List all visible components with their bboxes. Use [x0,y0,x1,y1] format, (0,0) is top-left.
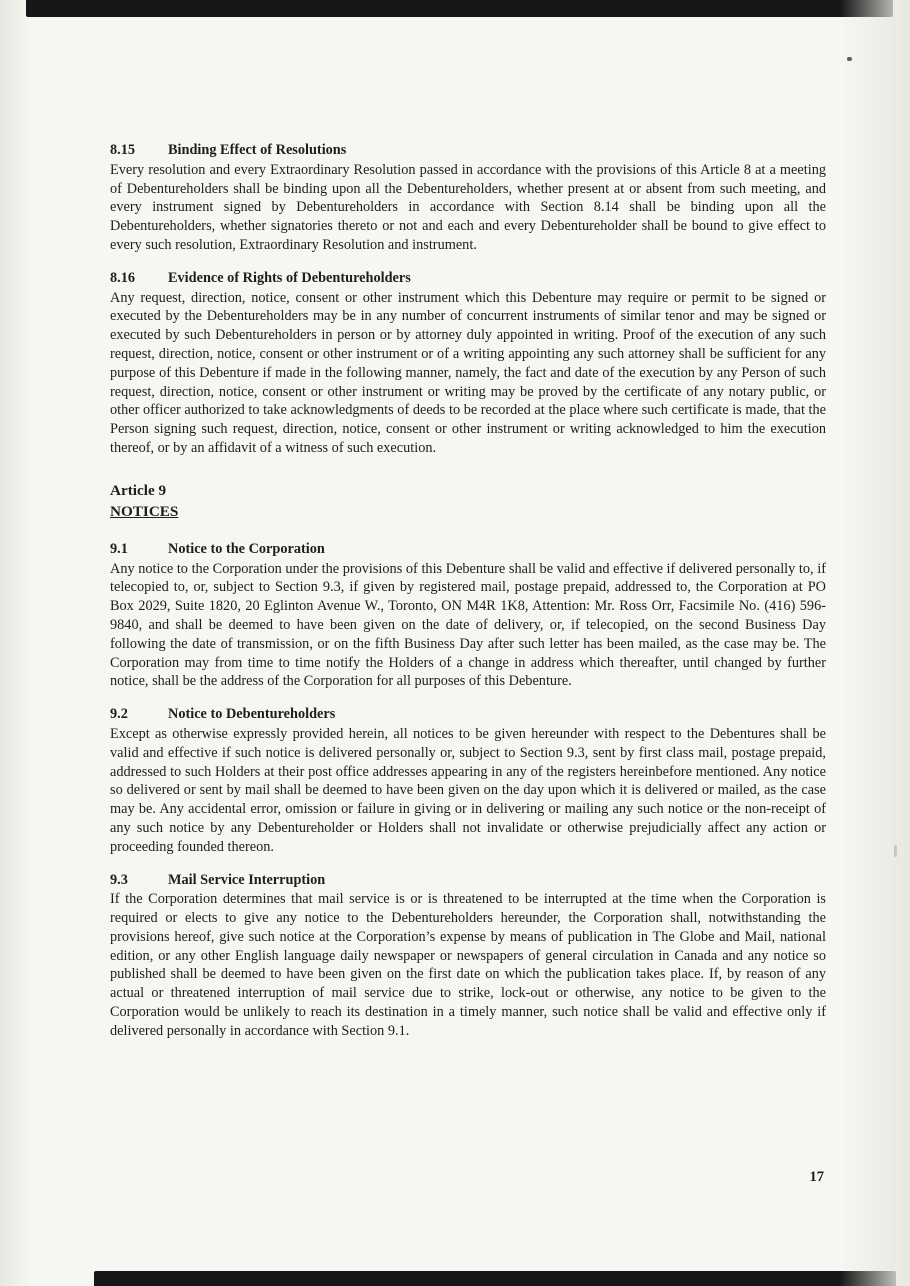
section-number: 9.1 [110,540,128,557]
section-heading [110,705,826,724]
section-title: Binding Effect of Resolutions [168,142,347,158]
section-heading [110,871,826,890]
section-heading [110,269,826,288]
document-content [110,141,826,1055]
section-body: Except as otherwise expressly provided herein, all notices to be given hereunder with respect to the Debentures shall be valid and effective if such notice is delivered personally or, subject to Section 9.3, sent by first class mail, postage prepaid, addressed to such Holders at their post office addresses appearing in any of the registers hereinbefore mentioned. Any notice so delivered or sent by mail shall be deemed to have been given on the day upon which it is delivered or mailed, as the case may be. Any accidental error, omission or failure in giving or in delivering or mailing any such notice or the non-receipt of any such notice by any Debentureholder or Holders shall not invalidate or otherwise prejudicially affect any action or proceeding founded thereon. [110,725,826,855]
section-title: Evidence of Rights of Debentureholders [168,269,411,286]
section-title: Mail Service Interruption [168,871,326,888]
section-heading [110,141,826,160]
section-title: Notice to the Corporation [168,540,325,557]
section-9-3 [110,871,826,1041]
section-9-1 [110,540,826,691]
section-8-15 [110,141,826,255]
section-body: Any notice to the Corporation under the provisions of this Debenture shall be valid and effective if delivered personally to, if telecopied to, or, subject to Section 9.3, if given by registered mail, postage prepaid, addressed to, the Corporation at PO Box 2029, Suite 1820, 20 Eglinton Avenue W., Toronto, ON M4R 1K8, Attention: Mr. Ross Orr, Facsimile No. (416) 596-9840, and shall be deemed to have been given on the date of delivery, or, if telecopied, on the second Business Day following the date of transmission, or on the fifth Business Day after such letter has been mailed, as the case may be. The Corporation may from time to time notify the Holders of a change in address which thereafter, until changed by further notice, shall be the address of the Corporation for all purposes of this Debenture. [110,560,826,690]
section-body: If the Corporation determines that mail service is or is threatened to be interrupted at the time when the Corporation is required or elects to give any notice to the Debentureholders hereunder, the Corporation shall, notwithstanding the provisions hereof, give such notice at the Corporation’s expense by means of publication in The Globe and Mail, national edition, or any other English language daily newspaper or newspapers of general circulation in Canada and any notice so published shall be deemed to have been given on the first date on which the publication takes place. If, by reason of any actual or threatened interruption of mail service due to strike, lock-out or otherwise, any notice to be given to the Corporation would be unlikely to reach its destination in a timely manner, such notice shall be valid and effective only if delivered personally in accordance with Section 9.1. [110,891,826,1039]
section-number: 8.15 [110,142,136,158]
section-8-16 [110,269,826,458]
scan-speck [847,57,852,61]
scan-speck [894,845,897,857]
scan-artifact-top-bar [26,0,893,17]
article-9-heading [110,480,826,522]
article-title: NOTICES [110,502,179,520]
section-9-2 [110,705,826,856]
scan-artifact-bottom-bar [94,1271,896,1286]
section-title: Notice to Debentureholders [168,706,336,723]
section-body: Any request, direction, notice, consent or other instrument which this Debenture may require or permit to be signed or executed by the Debentureholders may be in any number of concurrent instruments of similar tenor and may be signed or executed by such Debentureholders in person or by attorney duly appointed in writing. Proof of the execution of any such request, direction, notice, consent or other instrument or of a writing appointing any such attorney shall be sufficient for any purpose of this Debenture if made in the following manner, namely, the fact and date of the execution by any Person of such request, direction, notice, consent or other instrument or writing may be proved by the certificate of any notary public, or other officer authorized to take acknowledgments of deeds to be recorded at the place where such certificate is made, that the Person signing such request, direction, notice, consent or other instrument or writing acknowledged to him the execution thereof, or by an affidavit of a witness of such execution. [110,289,826,456]
article-number: Article 9 [110,481,167,499]
section-number: 8.16 [110,269,136,286]
section-heading [110,540,826,559]
section-body: Every resolution and every Extraordinary Resolution passed in accordance with the provisions of this Article 8 at a meeting of Debentureholders shall be binding upon all the Debentureholders, whether present at or absent from such meeting, and every instrument signed by Debentureholders in accordance with Section 8.14 shall be binding upon all the Debentureholders, whether signatories thereto or not and each and every Debentureholder shall be bound to give effect to every such resolution, Extraordinary Resolution and instrument. [110,161,826,253]
section-number: 9.3 [110,871,128,888]
section-number: 9.2 [110,706,128,723]
page-number: 17 [809,1169,824,1185]
